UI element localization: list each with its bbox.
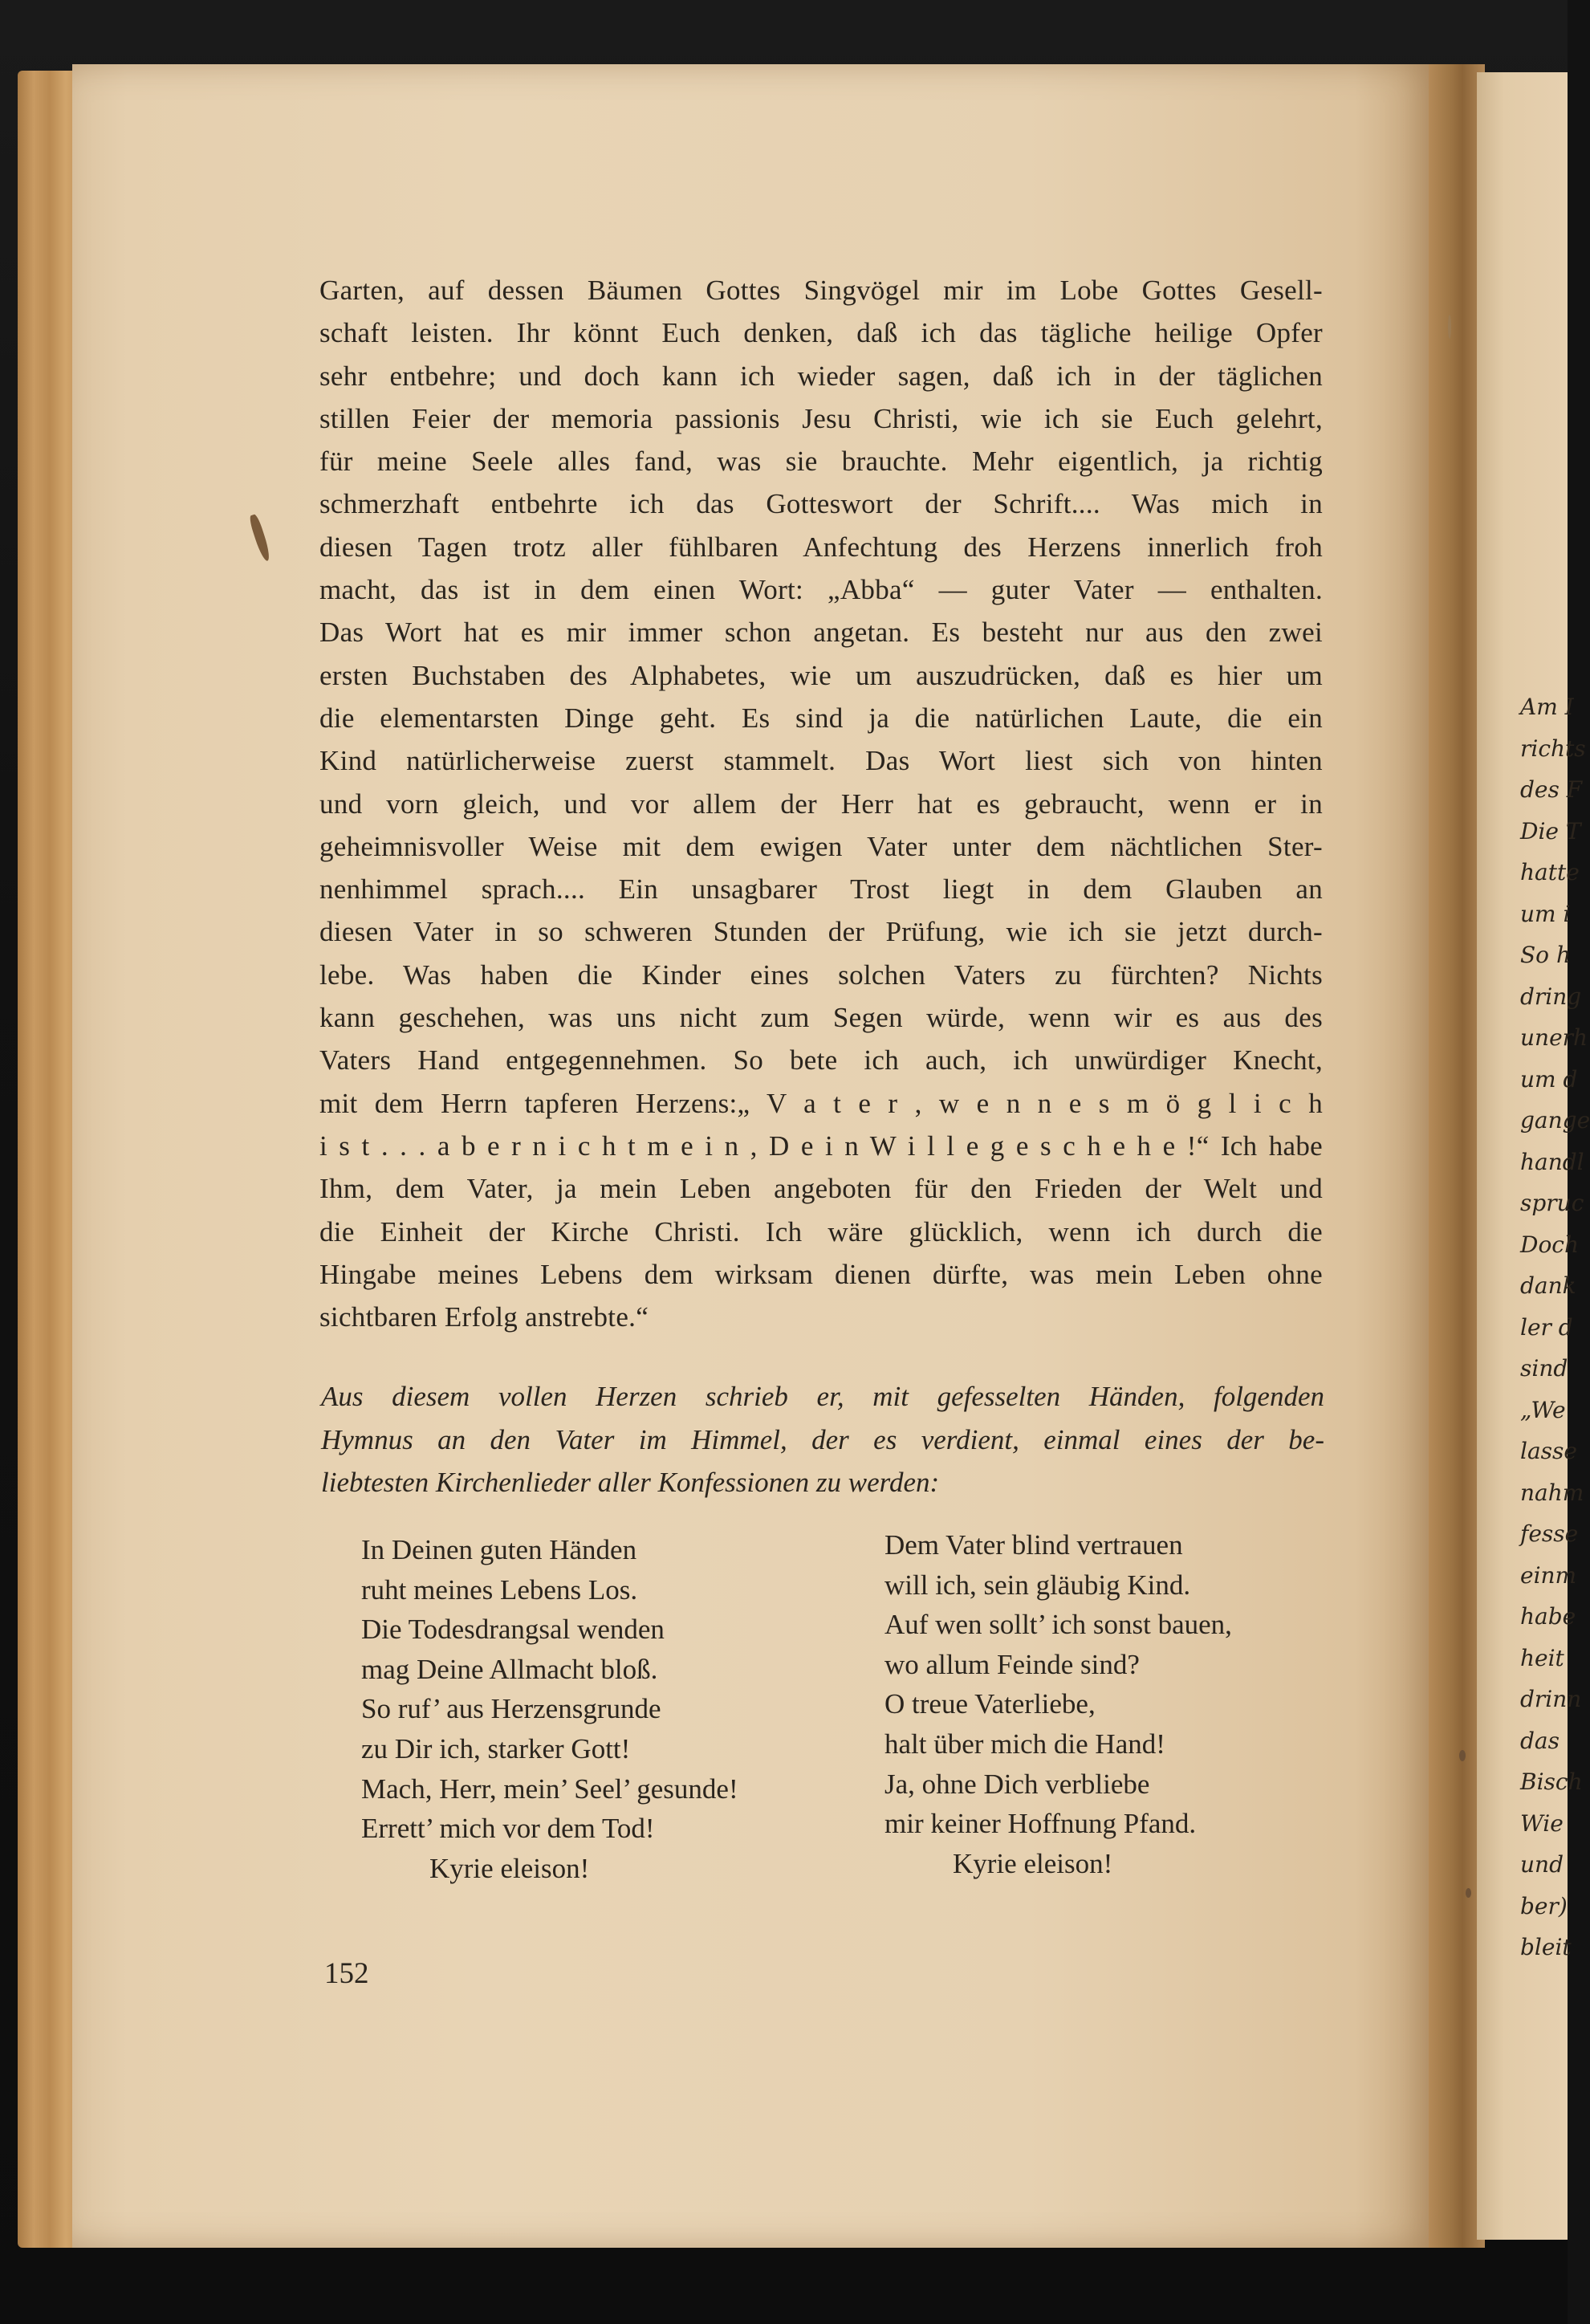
facing-line-fragment: hatte — [1520, 859, 1580, 885]
text-line: Kind natürlicherweise zuerst stammelt. Das Wort liest sich von hinten — [319, 745, 1323, 777]
verse-line: Mach, Herr, mein’ Seel’ gesunde! — [361, 1773, 738, 1805]
text-line: schaft leisten. Ihr könnt Euch denken, daß ich das tägliche heilige Opfer — [319, 317, 1323, 349]
verse-line: halt über mich die Hand! — [884, 1728, 1165, 1760]
verse-line: mag Deine Allmacht bloß. — [361, 1653, 658, 1685]
facing-line-fragment: Wie — [1520, 1809, 1564, 1837]
verse-refrain: Kyrie eleison! — [953, 1847, 1113, 1879]
verse-line: Auf wen sollt’ ich sonst bauen, — [884, 1609, 1232, 1641]
facing-line-fragment: nahm — [1520, 1479, 1584, 1506]
facing-line-fragment: um i — [1520, 900, 1571, 927]
verse-line: Errett’ mich vor dem Tod! — [361, 1813, 655, 1845]
text-line: nenhimmel sprach.... Ein unsagbarer Trost liegt in dem Glauben an — [319, 873, 1323, 906]
ink-dot — [1459, 1750, 1466, 1761]
verse-line: In Deinen guten Händen — [361, 1534, 637, 1565]
facing-line-fragment: um d — [1520, 1065, 1578, 1093]
facing-line-fragment: Am I — [1520, 694, 1574, 720]
text-line: sehr entbehre; und doch kann ich wieder sagen, daß ich in der täglichen — [319, 360, 1323, 392]
verse-line: mir keiner Hoffnung Pfand. — [884, 1808, 1197, 1840]
text-line: die elementarsten Dinge geht. Es sind ja die natürlichen Laute, die ein — [319, 702, 1323, 734]
hymn-introduction — [321, 1375, 1324, 1504]
intro-line: Hymnus an den Vater im Himmel, der es verdient, einmal eines der be- — [321, 1423, 1324, 1455]
verse-refrain: Kyrie eleison! — [429, 1852, 590, 1884]
text-line: ersten Buchstaben des Alphabetes, wie um auszudrücken, daß es hier um — [319, 659, 1323, 691]
text-line: und vorn gleich, und vor allem der Herr hat es gebraucht, wenn er in — [319, 788, 1323, 820]
text-line: diesen Vater in so schweren Stunden der Prüfung, wie ich sie jetzt durch- — [319, 916, 1323, 948]
facing-line-fragment: gange — [1520, 1107, 1590, 1134]
facing-line-fragment: einm — [1520, 1561, 1577, 1589]
verse-line: Die Todesdrangsal wenden — [361, 1614, 665, 1646]
text-line: kann geschehen, was uns nicht zum Segen würde, wenn wir es aus des — [319, 1002, 1323, 1034]
text-line: Ihm, dem Vater, ja mein Leben angeboten für den Frieden der Welt und — [319, 1173, 1323, 1205]
verse-line: Dem Vater blind vertrauen — [884, 1529, 1183, 1561]
intro-line: Aus diesem vollen Herzen schrieb er, mit gefesselten Händen, folgenden — [321, 1381, 1324, 1412]
hymn-verse-left — [361, 1530, 738, 1888]
facing-line-fragment: heit — [1520, 1644, 1564, 1671]
facing-line-fragment: Doch — [1520, 1231, 1580, 1258]
verse-line: will ich, sein gläubig Kind. — [884, 1569, 1191, 1601]
verse-line: Ja, ohne Dich verbliebe — [884, 1768, 1150, 1800]
facing-line-fragment: bleit — [1520, 1934, 1572, 1960]
facing-line-fragment: „We — [1520, 1396, 1566, 1423]
facing-line-fragment: spruc — [1520, 1190, 1584, 1216]
verse-line: O treue Vaterliebe, — [884, 1688, 1096, 1720]
verse-line: ruht meines Lebens Los. — [361, 1573, 638, 1606]
text-line: stillen Feier der memoria passionis Jesu Christi, wie ich sie Euch gelehrt, — [319, 402, 1323, 434]
intro-line: liebtesten Kirchenlieder aller Konfessionen zu werden: — [321, 1467, 940, 1498]
facing-line-fragment: handl — [1520, 1148, 1584, 1175]
facing-line-fragment: sind — [1520, 1355, 1568, 1382]
page-number: 152 — [324, 1957, 369, 1990]
text-line: Vaters Hand entgegennehmen. So bete ich auch, ich unwürdiger Knecht, — [319, 1044, 1323, 1077]
text-line: geheimnisvoller Weise mit dem ewigen Vater unter dem nächtlichen Ster- — [319, 830, 1323, 862]
text-line: Hingabe meines Lebens dem wirksam dienen dürfte, was mein Leben ohne — [319, 1258, 1323, 1290]
facing-line-fragment: richts — [1520, 735, 1586, 762]
facing-line-fragment: So h — [1520, 942, 1571, 968]
facing-line-fragment: ler d — [1520, 1313, 1573, 1341]
text-line: i s t . . . a b e r n i c h t m e i n , D e i n W i l l e g e s c h e h e !“ Ich habe — [319, 1129, 1323, 1162]
verse-line: So ruf’ aus Herzensgrunde — [361, 1693, 661, 1725]
facing-line-fragment: habe — [1520, 1603, 1576, 1630]
facing-line-fragment: Die T — [1520, 817, 1581, 845]
text-line: Garten, auf dessen Bäumen Gottes Singvögel mir im Lobe Gottes Gesell- — [319, 275, 1323, 306]
facing-line-fragment: fesse — [1520, 1520, 1579, 1547]
text-line: die Einheit der Kirche Christi. Ich wäre glücklich, wenn ich durch die — [319, 1215, 1323, 1247]
facing-line-fragment: dank — [1520, 1272, 1576, 1299]
facing-line-fragment: Bisch — [1520, 1768, 1583, 1795]
ink-dot — [1448, 315, 1451, 339]
text-line: macht, das ist in dem einen Wort: „Abba“ — guter Vater — enthalten. — [319, 574, 1323, 606]
facing-line-fragment: und — [1520, 1851, 1564, 1878]
facing-line-fragment: drinn — [1520, 1686, 1582, 1712]
facing-line-fragment: ber) — [1520, 1892, 1568, 1919]
facing-line-fragment: des F — [1520, 776, 1583, 803]
verse-line: wo allum Feinde sind? — [884, 1648, 1140, 1680]
facing-page-text — [1520, 686, 1590, 1968]
facing-line-fragment: unerh — [1520, 1024, 1588, 1051]
letter-paragraph — [319, 269, 1323, 1338]
text-line: sichtbaren Erfolg anstrebte.“ — [319, 1301, 649, 1333]
text-line: lebe. Was haben die Kinder eines solchen Vaters zu fürchten? Nichts — [319, 958, 1323, 991]
ink-dot — [1466, 1888, 1471, 1898]
text-line: diesen Tagen trotz aller fühlbaren Anfechtung des Herzens innerlich froh — [319, 531, 1323, 563]
facing-line-fragment: das — [1520, 1727, 1560, 1754]
text-line: mit dem Herrn tapferen Herzens:„ V a t e r , w e n n e s m ö g l i c h — [319, 1087, 1323, 1119]
facing-line-fragment: lasse — [1520, 1438, 1577, 1464]
hymn-verse-right — [884, 1525, 1232, 1883]
verse-line: zu Dir ich, starker Gott! — [361, 1732, 631, 1764]
text-line: schmerzhaft entbehrte ich das Gotteswort der Schrift.... Was mich in — [319, 488, 1323, 520]
text-line: Das Wort hat es mir immer schon angetan. Es besteht nur aus den zwei — [319, 617, 1323, 649]
text-line: für meine Seele alles fand, was sie brauchte. Mehr eigentlich, ja richtig — [319, 446, 1323, 478]
facing-line-fragment: dring — [1520, 983, 1582, 1010]
